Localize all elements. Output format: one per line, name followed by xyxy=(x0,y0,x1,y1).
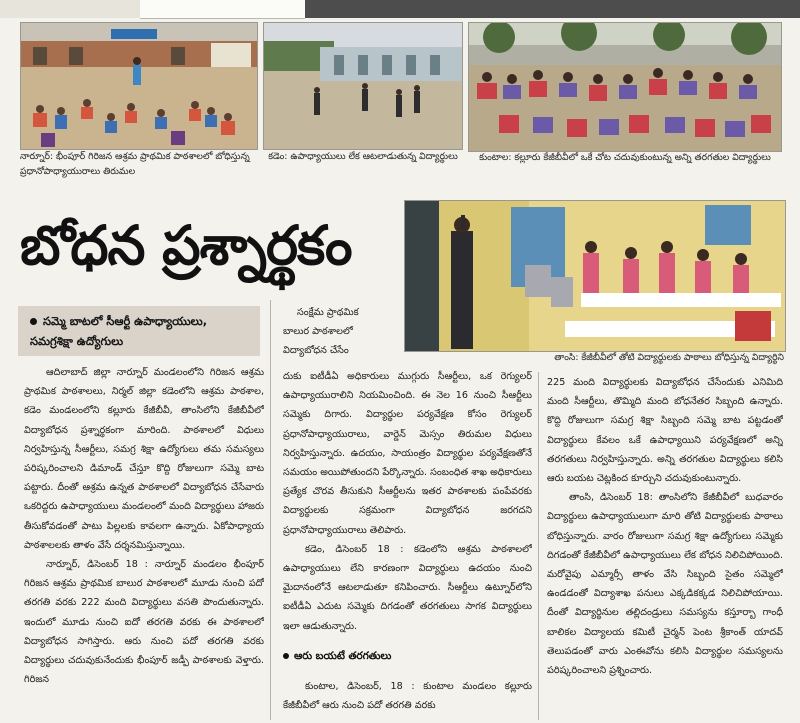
masthead-tab xyxy=(140,0,305,19)
column-2 xyxy=(283,367,532,639)
column-2-tail xyxy=(283,677,532,717)
subheadline-box xyxy=(18,306,260,356)
article-line: విద్యాబోధన చేసేం xyxy=(283,345,349,357)
caption-photo4: తాంసి: కేజీబీవీలో తోటి విద్యార్థులకు పాఠాలు బోధిస్తున్న విద్యార్థిని xyxy=(554,352,784,363)
headline: బోధన ప్రశ్నార్థకం xyxy=(20,214,352,277)
masthead-strip xyxy=(0,0,800,18)
article-paragraph: కడెం, డిసెంబర్ 18 : కడెంలోని ఆశ్రమ పాఠశాలలో ఉపాధ్యాయులు లేని కారణంగా విద్యార్థులు ఉదయం నుంచి మైదానంలోనే ఆటలాడుతూ కనిపించారు. సీఆర్టీలు ఉట్నూర్‌లోని ఐటీడీఏ ఎదుట సమ్మెకు దిగడంతో తరగతులు సాగక విద్యార్థులు ఇలా ఆడుతున్నారు. xyxy=(283,543,532,632)
subheadline: సమ్మె బాటలో సీఆర్టీ ఉపాధ్యాయులు, సమగ్రశిక్షా ఉద్యోగులు xyxy=(30,314,208,348)
bullet-icon xyxy=(283,653,289,659)
column-divider xyxy=(538,372,539,720)
section-subhead xyxy=(283,643,403,669)
article-paragraph: దుకు ఐటీడీఏ అధికారులు ముగ్గురు సీఆర్టీలు, ఒక రెగ్యులర్ ఉపాధ్యాయురాలిని నియమించింది. ఈ నెల 16 నుంచి సీఆర్టీలు సమ్మెకు దిగారు. విద్యార్థుల పర్యవేక్షణ కోసం రెగ్యులర్ ప్రధానోపాధ్యాయురాలు, వార్డెన్ మెస్సం తిరుమల విధులు నిర్వహిస్తున్నారు. ఉదయం, సాయంత్రం విద్యార్థుల పర్యవేక్షణతోనే సమయం అయిపోతుందని పేర్కొన్నారు. సంబంధిత శాఖ అధికారులు ప్రత్యేక చొరవ తీసుకుని సీఆర్టీలను ఇతర పాఠశాలకు పంపేవరకు విద్యార్థులకు సక్రమంగా విద్యాబోధన జరగదని ప్రధానోపాధ్యాయురాలు తెలిపారు. xyxy=(283,371,532,536)
masthead-bar xyxy=(305,0,800,18)
article-paragraph: నార్నూర్, డిసెంబర్ 18 : నార్నూర్ మండలం భీంపూర్ గిరిజన ఆశ్రమ ప్రాథమిక బాలుర పాఠశాలలో మూడు నుంచి పదో తరగతి వరకు 222 మంది విద్యార్థులు వసతి పొందుతున్నారు. ఇందులో మూడు నుంచి ఐదో తరగతి వరకు ఈ పాఠశాలలో విద్యాబోధన సాగిస్తారు. ఆరు నుంచి పదో తరగతి వరకు విద్యార్థులు చదువుకునేందుకు భీంపూర్ జడ్పీ పాఠశాలకు వెళ్తారు. గిరిజన xyxy=(24,559,264,686)
section-subhead-text: ఆరు బయటే తరగతులు xyxy=(294,650,392,662)
caption-photo2: కడెం: ఉపాధ్యాయులు లేక ఆటలాడుతున్న విద్యార్థులు xyxy=(268,151,458,162)
caption-photo3: కుంటాల: కల్లూరు కేజీబీవీలో ఒకే చోట చదువుకుంటున్న అన్ని తరగతుల విద్యార్థులు xyxy=(479,152,771,163)
photo-tamsi-classroom xyxy=(404,200,786,352)
column-1 xyxy=(24,363,264,719)
column-divider xyxy=(270,300,271,720)
article-paragraph: తాంసి, డిసెంబర్ 18: తాంసిలోని కేజీబీవీలో బుధవారం విద్యార్థులు ఉపాధ్యాయులుగా మారి తోటి విద్యార్థులకు పాఠాలు బోధిస్తున్నారు. వారం రోజులుగా సమగ్ర శిక్షా ఉద్యోగులు సమ్మెకు దిగడంతో కేజీబీవీలో ఉపాధ్యాయులు లేక బోధన నిలిచిపోయింది. మరోవైపు ఎమ్మార్సీ తాళం వేసి సిబ్బంది సైతం సమ్మెలో ఉండడంతో విద్యాశాఖ పనులు ఎక్కడికక్కడ నిలిచిపోయాయి. దీంతో విద్యార్థినుల తల్లిదండ్రులు సమస్యను కస్తూర్బా గాంధీ బాలికల విద్యాలయ కమిటీ చైర్మన్ పెంట శ్రీకాంత్ యాదవ్ తెలుపడంతో వారు ఎంఈవోను కలిసి విద్యార్థుల సమస్యలను పరిష్కరించాలని ప్రశ్నించారు. xyxy=(547,492,783,677)
article-line: బాలుర పాఠశాలలో xyxy=(283,326,353,338)
article-paragraph: ఆదిలాబాద్ జిల్లా నార్నూర్ మండలంలోని గిరిజన ఆశ్రమ ప్రాథమిక పాఠశాలలు, నిర్మల్ జిల్లా కడెంలోని ఆశ్రమ పాఠశాల, కడెం మండలంలోని కల్లూరు కేజీబీవీ, తాంసిలోని కేజీబీవీలో విద్యాబోధన ప్రశ్నార్థకంగా మారింది. పాఠశాలలో విధులు నిర్వహిస్తున్న సీఆర్టీలు, సమగ్ర శిక్షా ఉద్యోగులు తమ సమస్యలు పరిష్కరించాలని డిమాండ్ చేస్తూ కొద్ది రోజులుగా సమ్మె బాట పట్టారు. దీంతో ఆశ్రమ ఉన్నత పాఠశాలలో విద్యాబోధన చేసేవారు ఒకరిద్దరు ఉపాధ్యాయులు మండలంలో మంది విద్యార్థులు హాజరు తీసుకోవడంతో పాటు పిల్లలకు కావలగా ఉన్నారు. ఏకోపాధ్యాయ పాఠశాలలకు తాళం వేసే దర్శనమిస్తున్నాయి. xyxy=(24,367,264,551)
caption-photo1: నార్నూర్: భీంపూర్ గిరిజన ఆశ్రమ ప్రాథమిక పాఠశాలలో బోధిస్తున్న ప్రధానోపాధ్యాయురాలు తిరుమల xyxy=(20,151,250,177)
bullet-icon xyxy=(30,318,37,325)
column-3 xyxy=(547,373,783,719)
photo-kuntala-outdoor-class xyxy=(468,22,782,152)
article-line: సంక్షేమ ప్రాథమిక xyxy=(297,307,359,318)
photo-narnoor-school xyxy=(20,22,258,150)
photo-kadem-playground xyxy=(263,22,463,150)
article-paragraph: 225 మంది విద్యార్థులకు విద్యాబోధన చేసేందుకు ఎనిమిది మంది సీఆర్టీలు, తొమ్మిది మంది బోధనేతర సిబ్బంది ఉన్నారు. కొద్ది రోజులుగా సమగ్ర శిక్షా సిబ్బంది సమ్మె బాట పట్టడంతో విద్యార్థులు కేవలం ఒకే ఉపాధ్యాయిని పర్యవేక్షణలో అన్ని తరగతులు నిర్వహిస్తున్నారు. అన్ని తరగతుల విద్యార్థులు కలిసి ఆరు బయట చెట్లకింద కూర్చుని చదువుకుంటున్నారు. xyxy=(547,377,783,485)
article-paragraph: కుంటాల, డిసెంబర్, 18 : కుంటాల మండలం కల్లూరు కేజీబీవీలో ఆరు నుంచి పదో తరగతి వరకు xyxy=(283,681,532,712)
column-2-top xyxy=(283,303,399,365)
